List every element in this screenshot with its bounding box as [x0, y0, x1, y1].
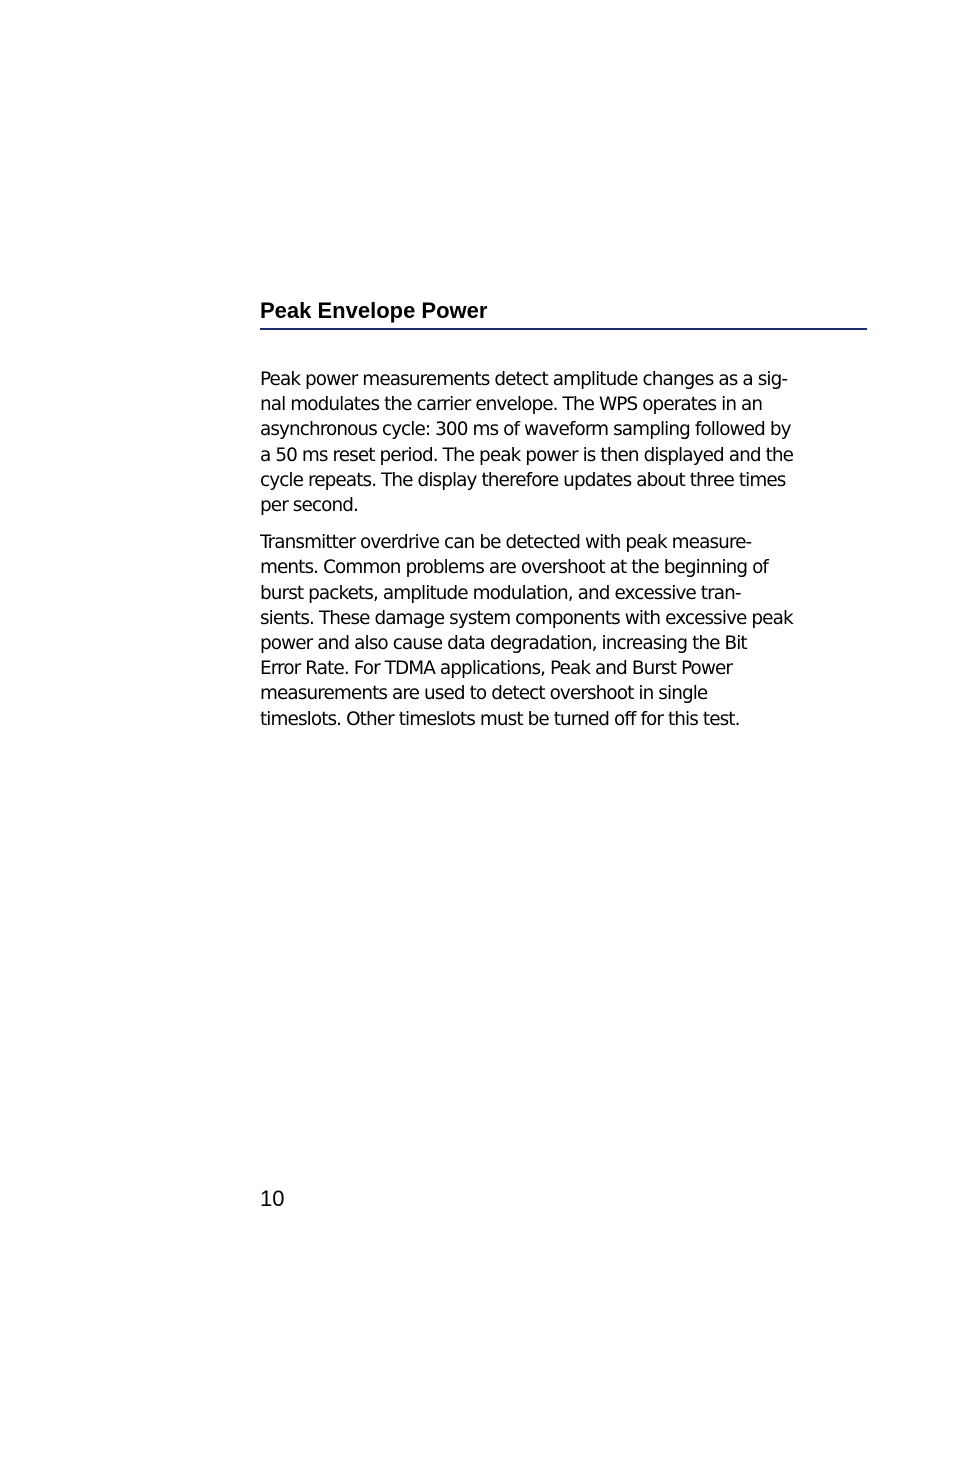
- text-line: timeslots. Other timeslots must be turned off for this test.: [260, 708, 740, 730]
- text-line: per second.: [260, 495, 358, 517]
- title-underline-rule: [260, 328, 867, 330]
- text-line: Error Rate. For TDMA applications, Peak and Burst Power: [260, 658, 733, 680]
- text-line: asynchronous cycle: 300 ms of waveform sampling followed by: [260, 419, 791, 441]
- paragraph-peak-power-cycle: [260, 367, 867, 518]
- text-line: nal modulates the carrier envelope. The WPS operates in an: [260, 394, 763, 416]
- text-line: cycle repeats. The display therefore updates about three times: [260, 469, 786, 491]
- text-line: burst packets, amplitude modulation, and excessive tran-: [260, 582, 741, 604]
- text-line: power and also cause data degradation, increasing the Bit: [260, 633, 747, 655]
- section-title: Peak Envelope Power: [260, 298, 488, 323]
- text-line: Peak power measurements detect amplitude changes as a sig-: [260, 369, 788, 390]
- body-text: [260, 367, 867, 744]
- paragraph-transmitter-overdrive: [260, 530, 867, 732]
- page-number: 10: [260, 1186, 285, 1211]
- text-line: sients. These damage system components with excessive peak: [260, 607, 793, 629]
- text-line: Transmitter overdrive can be detected with peak measure-: [260, 532, 752, 554]
- text-line: a 50 ms reset period. The peak power is then displayed and the: [260, 444, 794, 466]
- text-line: measurements are used to detect overshoot in single: [260, 683, 708, 705]
- text-line: ments. Common problems are overshoot at the beginning of: [260, 557, 769, 579]
